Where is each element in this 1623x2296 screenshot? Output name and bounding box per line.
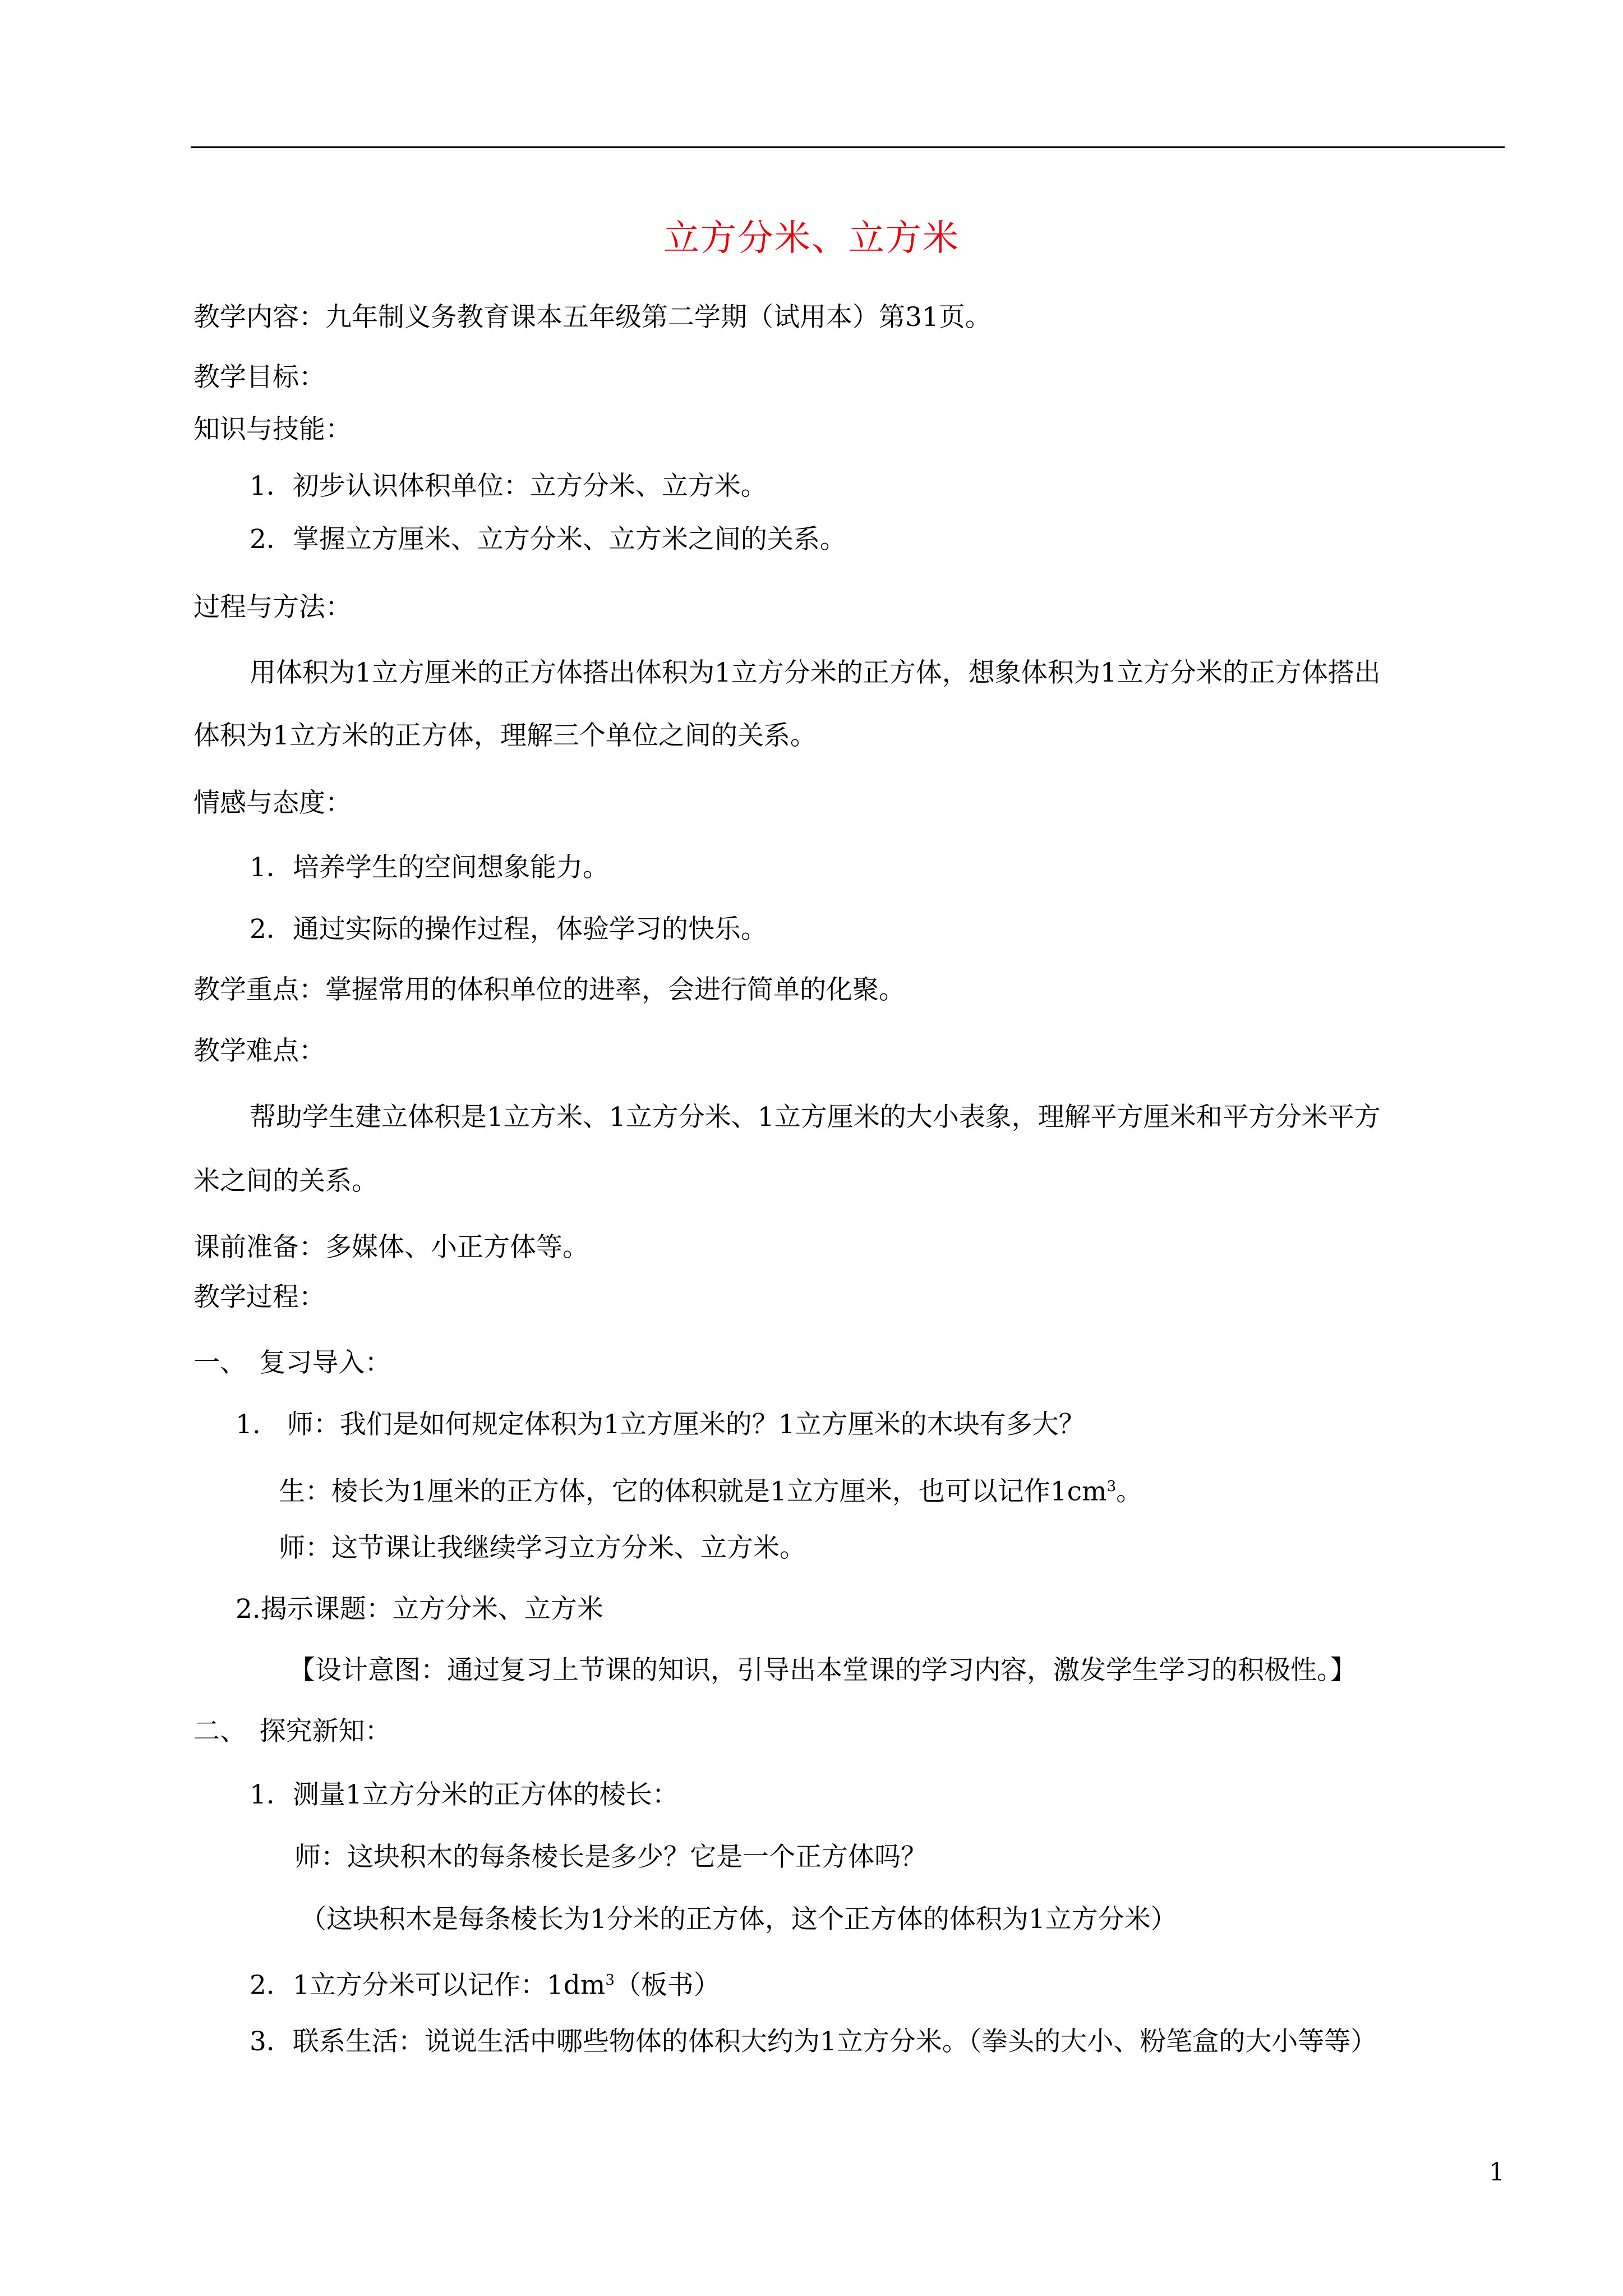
teaching-content: 教学内容：九年制义务教育课本五年级第二学期（试用本）第31页。 [193,302,992,333]
section-2-item-1: 1．测量1立方分米的正方体的棱长： [250,1779,679,1810]
teacher-question: 师：这块积木的每条棱长是多少？它是一个正方体吗？ [294,1842,927,1872]
emotion-item-1: 1．培养学生的空间想象能力。 [250,852,609,883]
teacher-line: 师：这节课让我继续学习立方分米、立方米。 [279,1533,806,1563]
knowledge-item-2: 2．掌握立方厘米、立方分米、立方米之间的关系。 [250,524,846,555]
process-main-heading: 教学过程： [193,1282,325,1313]
student-answer-text: 生：棱长为1厘米的正方体，它的体积就是1立方厘米，也可以记作1cm [279,1476,1107,1507]
difficulty-para-line-2: 米之间的关系。 [193,1166,378,1197]
dm3-notation-text: 2．1立方分米可以记作：1dm [250,1970,606,2001]
design-intent: 【设计意图：通过复习上节课的知识，引导出本堂课的学习内容，激发学生学习的积极性。】 [289,1655,1357,1686]
superscript-3: 3 [1106,1478,1117,1495]
key-point: 教学重点：掌握常用的体积单位的进率，会进行简单的化聚。 [193,974,905,1005]
process-para-line-1: 用体积为1立方厘米的正方体搭出体积为1立方分米的正方体，想象体积为1立方分米的正方体搭出 [250,657,1381,688]
knowledge-item-1: 1．初步认识体积单位：立方分米、立方米。 [250,471,767,501]
section-2-item-3: 3．联系生活：说说生活中哪些物体的体积大约为1立方分米。（拳头的大小、粉笔盒的大小等等） [250,2026,1377,2057]
document-title: 立方分米、立方米 [663,218,960,259]
process-para-line-2: 体积为1立方米的正方体，理解三个单位之间的关系。 [193,720,817,751]
knowledge-heading: 知识与技能： [193,414,352,445]
emotion-item-2: 2．通过实际的操作过程，体验学习的快乐。 [250,914,767,945]
section-2-heading: 二、 探究新知： [193,1716,391,1747]
student-answer-end: 。 [1116,1476,1143,1507]
header-rule [191,146,1505,148]
student-answer-line [279,1470,1142,1509]
section-1-item-2: 2.揭示课题：立方分米、立方米 [236,1594,603,1625]
section-1-item-1: 1. 师：我们是如何规定体积为1立方厘米的？1立方厘米的木块有多大？ [236,1409,1085,1440]
board-note: （板书） [614,1970,720,2001]
block-answer: （这块积木是每条棱长为1分米的正方体，这个正方体的体积为1立方分米） [300,1904,1177,1935]
preparation: 课前准备：多媒体、小正方体等。 [193,1232,589,1263]
objectives-heading: 教学目标： [193,362,325,393]
superscript-3: 3 [605,1972,615,1989]
emotion-heading: 情感与态度： [193,788,352,818]
difficulty-heading: 教学难点： [193,1036,325,1066]
process-heading: 过程与方法： [193,592,352,623]
page-number: 1 [1489,2158,1505,2187]
section-1-heading: 一、 复习导入： [193,1347,391,1378]
section-2-item-2 [250,1963,720,2003]
difficulty-para-line-1: 帮助学生建立体积是1立方米、1立方分米、1立方厘米的大小表象，理解平方厘米和平方分米平方 [250,1102,1381,1133]
